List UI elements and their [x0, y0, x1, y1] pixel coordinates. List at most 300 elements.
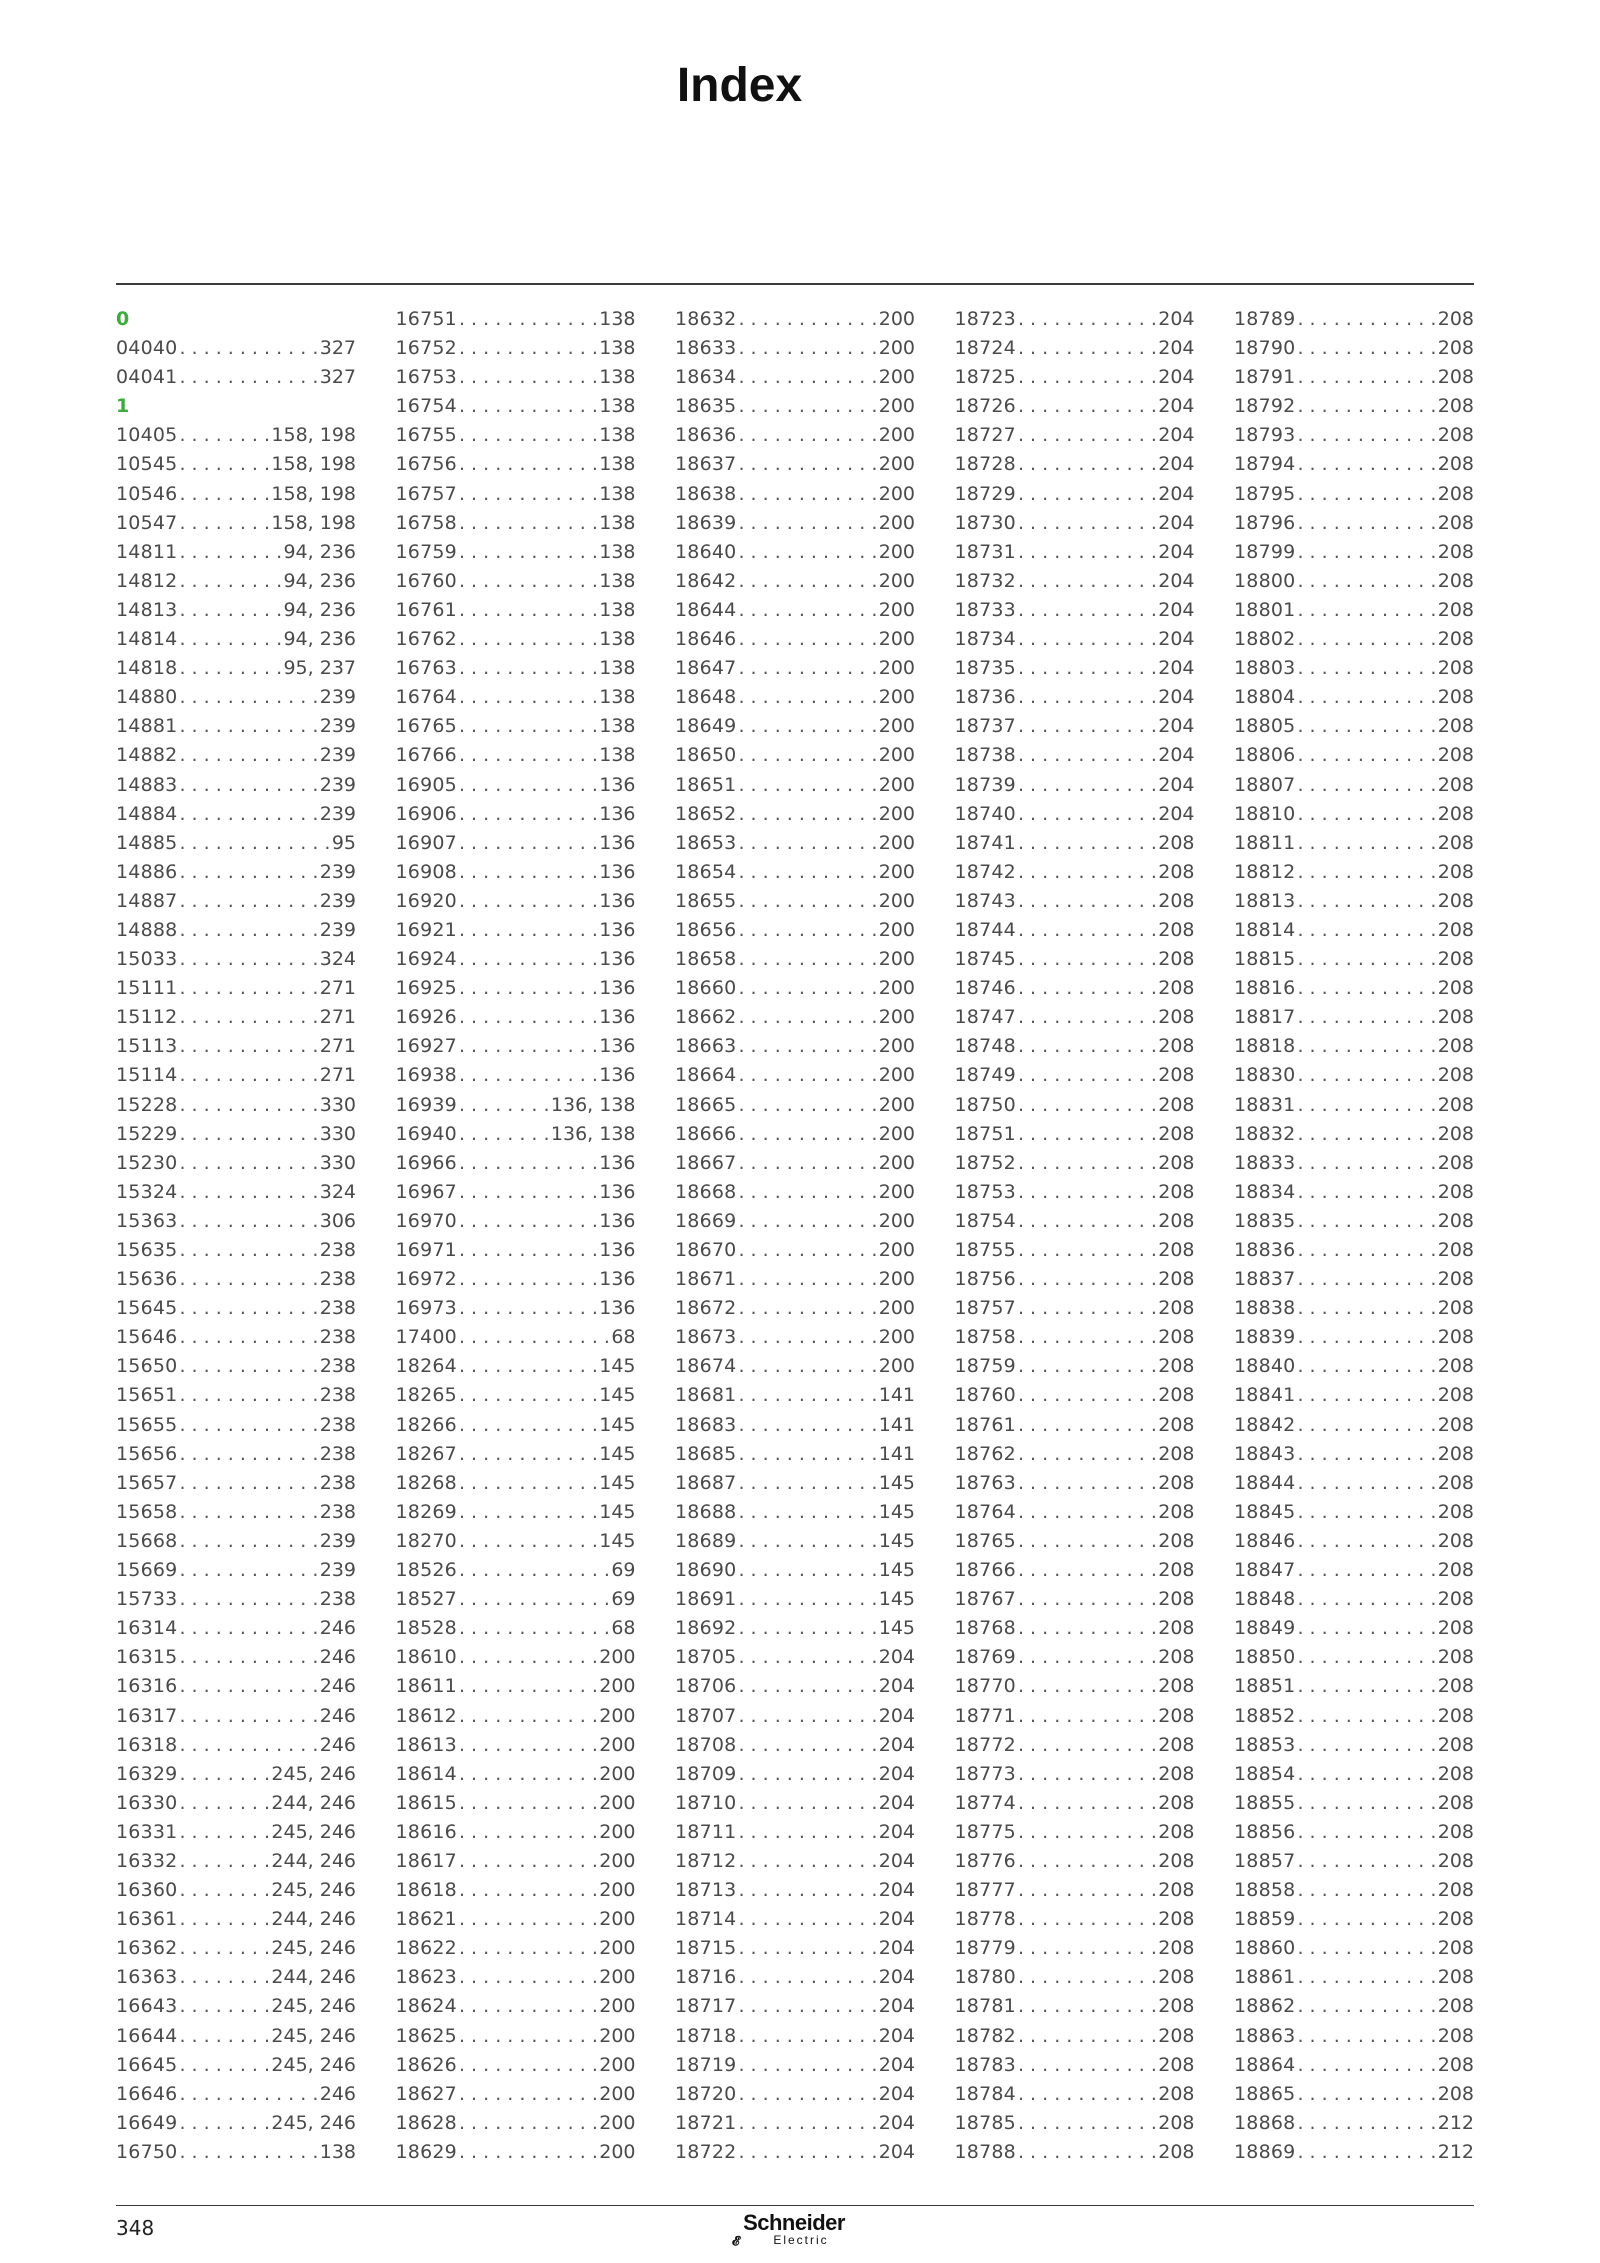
entry-pages: 204 — [878, 1733, 915, 1756]
entry-pages: 145 — [599, 1471, 636, 1494]
entry-pages: 200 — [599, 1704, 636, 1727]
entry-pages: 200 — [878, 1209, 915, 1232]
dot-leader — [1297, 1556, 1435, 1585]
entry-code: 16939 — [395, 1093, 457, 1116]
entry-pages: 245, 246 — [271, 1879, 356, 1902]
entry-code: 18617 — [395, 1849, 457, 1872]
index-entry — [1234, 1323, 1474, 1352]
entry-code: 18751 — [954, 1122, 1016, 1145]
dot-leader — [1018, 974, 1156, 1003]
dot-leader — [459, 887, 597, 916]
index-entry — [1234, 1411, 1474, 1440]
entry-pages: 200 — [878, 1268, 915, 1291]
index-entry — [396, 829, 636, 858]
entry-pages: 208 — [1158, 1093, 1195, 1116]
index-entry — [116, 1498, 356, 1527]
entry-pages: 208 — [1437, 802, 1474, 825]
dot-leader — [1297, 1120, 1435, 1149]
entry-code: 16966 — [395, 1151, 457, 1174]
dot-leader — [738, 1120, 876, 1149]
index-entry — [396, 1643, 636, 1672]
entry-code: 18767 — [954, 1588, 1016, 1611]
index-entry — [1234, 596, 1474, 625]
entry-pages: 208 — [1158, 1879, 1195, 1902]
entry-pages: 200 — [878, 715, 915, 738]
entry-pages: 200 — [599, 2140, 636, 2163]
entry-pages: 200 — [599, 1966, 636, 1989]
entry-pages: 208 — [1158, 831, 1195, 854]
entry-code: 16314 — [116, 1617, 178, 1640]
dot-leader — [179, 1469, 317, 1498]
entry-code: 16645 — [116, 2053, 178, 2076]
index-entry — [1234, 480, 1474, 509]
dot-leader — [179, 567, 281, 596]
entry-pages: 208 — [1437, 366, 1474, 389]
entry-code: 18869 — [1234, 2140, 1296, 2163]
index-entry — [955, 2138, 1195, 2167]
index-section-heading: 0 — [116, 308, 130, 330]
entry-code: 16908 — [395, 860, 457, 883]
logo-mark-icon: 𝓔 — [732, 2233, 740, 2248]
index-entry — [955, 480, 1195, 509]
dot-leader — [1297, 625, 1435, 654]
entry-pages: 208 — [1437, 744, 1474, 767]
entry-code: 18634 — [675, 366, 737, 389]
entry-code: 18860 — [1234, 1937, 1296, 1960]
index-entry — [955, 2080, 1195, 2109]
entry-pages: 238 — [319, 1268, 356, 1291]
index-entry — [675, 945, 915, 974]
index-entry — [396, 887, 636, 916]
dot-leader — [459, 1702, 597, 1731]
dot-leader — [179, 1323, 317, 1352]
index-entry — [396, 421, 636, 450]
entry-pages: 330 — [319, 1093, 356, 1116]
entry-code: 18654 — [675, 860, 737, 883]
entry-code: 16316 — [116, 1675, 178, 1698]
entry-pages: 200 — [878, 628, 915, 651]
dot-leader — [1297, 741, 1435, 770]
entry-pages: 200 — [878, 1151, 915, 1174]
entry-pages: 138 — [599, 453, 636, 476]
entry-code: 18642 — [675, 569, 737, 592]
entry-pages: 136 — [599, 889, 636, 912]
entry-code: 04041 — [116, 366, 178, 389]
entry-pages: 208 — [1437, 1820, 1474, 1843]
entry-pages: 208 — [1437, 773, 1474, 796]
entry-code: 18770 — [954, 1675, 1016, 1698]
index-grid — [116, 305, 1474, 2167]
dot-leader — [1297, 334, 1435, 363]
index-entry — [675, 392, 915, 421]
entry-code: 16754 — [395, 395, 457, 418]
index-entry — [1234, 334, 1474, 363]
entry-pages: 200 — [878, 511, 915, 534]
entry-pages: 145 — [878, 1588, 915, 1611]
entry-code: 18270 — [395, 1529, 457, 1552]
entry-pages: 208 — [1437, 395, 1474, 418]
dot-leader — [1297, 1440, 1435, 1469]
entry-code: 18612 — [395, 1704, 457, 1727]
index-entry — [396, 1789, 636, 1818]
index-entry — [396, 2138, 636, 2167]
dot-leader — [179, 858, 317, 887]
entry-code: 15363 — [116, 1209, 178, 1232]
dot-leader — [738, 2051, 876, 2080]
index-entry — [116, 2109, 356, 2138]
entry-pages: 138 — [599, 569, 636, 592]
dot-leader — [1297, 916, 1435, 945]
entry-code: 18685 — [675, 1442, 737, 1465]
index-entry — [116, 1905, 356, 1934]
index-entry — [116, 1352, 356, 1381]
entry-code: 18838 — [1234, 1297, 1296, 1320]
entry-pages: 204 — [1158, 395, 1195, 418]
dot-leader — [1297, 480, 1435, 509]
entry-code: 16363 — [116, 1966, 178, 1989]
index-entry — [396, 1905, 636, 1934]
entry-pages: 200 — [878, 540, 915, 563]
index-entry — [1234, 1731, 1474, 1760]
index-entry — [116, 1789, 356, 1818]
entry-pages: 208 — [1437, 1268, 1474, 1291]
entry-pages: 138 — [599, 482, 636, 505]
entry-code: 18830 — [1234, 1064, 1296, 1087]
entry-code: 18724 — [954, 337, 1016, 360]
entry-pages: 208 — [1437, 511, 1474, 534]
dot-leader — [738, 1672, 876, 1701]
entry-pages: 208 — [1158, 1966, 1195, 1989]
entry-pages: 208 — [1437, 1035, 1474, 1058]
dot-leader — [1297, 654, 1435, 683]
logo-sub — [732, 2233, 854, 2248]
dot-leader — [738, 2080, 876, 2109]
entry-pages: 94, 236 — [283, 598, 356, 621]
entry-code: 18610 — [395, 1646, 457, 1669]
entry-code: 18742 — [954, 860, 1016, 883]
entry-code: 18639 — [675, 511, 737, 534]
index-entry — [675, 1992, 915, 2021]
index-entry — [955, 1469, 1195, 1498]
index-entry — [396, 334, 636, 363]
entry-code: 18794 — [1234, 453, 1296, 476]
index-entry — [396, 392, 636, 421]
entry-code: 18801 — [1234, 598, 1296, 621]
index-entry — [396, 2051, 636, 2080]
dot-leader — [1297, 683, 1435, 712]
dot-leader — [459, 1120, 549, 1149]
index-entry — [396, 1469, 636, 1498]
dot-leader — [1297, 1352, 1435, 1381]
dot-leader — [1297, 1992, 1435, 2021]
entry-code: 18624 — [395, 1995, 457, 2018]
dot-leader — [179, 2022, 269, 2051]
dot-leader — [1297, 1905, 1435, 1934]
entry-code: 18799 — [1234, 540, 1296, 563]
entry-pages: 208 — [1158, 1675, 1195, 1698]
index-entry — [116, 1760, 356, 1789]
entry-code: 18859 — [1234, 1908, 1296, 1931]
entry-code: 18714 — [675, 1908, 737, 1931]
entry-code: 14886 — [116, 860, 178, 883]
entry-pages: 208 — [1437, 831, 1474, 854]
index-entry — [955, 1411, 1195, 1440]
entry-pages: 200 — [878, 889, 915, 912]
index-entry — [1234, 1963, 1474, 1992]
entry-pages: 145 — [599, 1442, 636, 1465]
entry-pages: 208 — [1437, 1791, 1474, 1814]
dot-leader — [1018, 1381, 1156, 1410]
entry-code: 16759 — [395, 540, 457, 563]
entry-pages: 208 — [1437, 1675, 1474, 1698]
entry-pages: 136 — [599, 773, 636, 796]
entry-code: 16920 — [395, 889, 457, 912]
entry-code: 18663 — [675, 1035, 737, 1058]
dot-leader — [1297, 2109, 1435, 2138]
entry-pages: 208 — [1437, 482, 1474, 505]
entry-pages: 138 — [599, 715, 636, 738]
index-entry — [116, 1178, 356, 1207]
entry-code: 18636 — [675, 424, 737, 447]
index-entry — [675, 1091, 915, 1120]
entry-pages: 200 — [878, 1239, 915, 1261]
index-entry — [116, 567, 356, 596]
entry-pages: 204 — [1158, 424, 1195, 447]
entry-pages: 208 — [1437, 1384, 1474, 1407]
dot-leader — [738, 945, 876, 974]
entry-pages: 136 — [599, 1239, 636, 1261]
entry-code: 18691 — [675, 1588, 737, 1611]
entry-pages: 208 — [1437, 1733, 1474, 1756]
entry-code: 14880 — [116, 686, 178, 709]
index-column — [396, 305, 636, 2167]
dot-leader — [179, 1265, 317, 1294]
entry-pages: 136 — [599, 1209, 636, 1232]
dot-leader — [459, 480, 597, 509]
index-entry — [955, 1352, 1195, 1381]
dot-leader — [738, 2109, 876, 2138]
dot-leader — [1018, 1847, 1156, 1876]
dot-leader — [1018, 2138, 1156, 2167]
entry-code: 15111 — [116, 977, 178, 1000]
entry-code: 18635 — [675, 395, 737, 418]
index-entry — [396, 1294, 636, 1323]
index-entry — [955, 1556, 1195, 1585]
entry-pages: 138 — [599, 744, 636, 767]
entry-code: 18774 — [954, 1791, 1016, 1814]
dot-leader — [1018, 741, 1156, 770]
entry-pages: 204 — [878, 1966, 915, 1989]
entry-pages: 327 — [319, 366, 356, 389]
index-entry — [396, 305, 636, 334]
index-entry — [955, 1905, 1195, 1934]
entry-code: 18666 — [675, 1122, 737, 1145]
entry-pages: 200 — [878, 1093, 915, 1116]
entry-code: 18851 — [1234, 1675, 1296, 1698]
index-entry — [1234, 741, 1474, 770]
index-entry — [955, 1323, 1195, 1352]
index-entry — [955, 1527, 1195, 1556]
index-entry — [955, 887, 1195, 916]
entry-code: 18831 — [1234, 1093, 1296, 1116]
index-entry — [675, 1905, 915, 1934]
entry-code: 18671 — [675, 1268, 737, 1291]
entry-pages: 208 — [1437, 1646, 1474, 1669]
index-entry — [1234, 1091, 1474, 1120]
entry-pages: 208 — [1158, 1064, 1195, 1087]
entry-pages: 141 — [878, 1413, 915, 1436]
entry-code: 18807 — [1234, 773, 1296, 796]
index-entry — [675, 2109, 915, 2138]
dot-leader — [1018, 392, 1156, 421]
entry-pages: 244, 246 — [271, 1966, 356, 1989]
entry-pages: 271 — [319, 1064, 356, 1087]
entry-pages: 200 — [599, 1646, 636, 1669]
entry-code: 18795 — [1234, 482, 1296, 505]
entry-pages: 95, 237 — [283, 657, 356, 680]
index-entry — [955, 2109, 1195, 2138]
entry-code: 18855 — [1234, 1791, 1296, 1814]
dot-leader — [1018, 1120, 1156, 1149]
dot-leader — [738, 1585, 876, 1614]
dot-leader — [1018, 1003, 1156, 1032]
index-entry — [116, 363, 356, 392]
entry-code: 15033 — [116, 948, 178, 971]
index-entry — [955, 1498, 1195, 1527]
index-entry — [396, 1731, 636, 1760]
entry-pages: 208 — [1158, 1500, 1195, 1523]
entry-code: 18856 — [1234, 1820, 1296, 1843]
index-entry — [675, 625, 915, 654]
index-entry — [116, 1527, 356, 1556]
index-column — [675, 305, 915, 2167]
index-entry — [675, 2138, 915, 2167]
dot-leader — [1018, 1905, 1156, 1934]
index-entry — [396, 1818, 636, 1847]
dot-leader — [738, 1934, 876, 1963]
dot-leader — [179, 1614, 317, 1643]
entry-code: 16649 — [116, 2111, 178, 2134]
dot-leader — [459, 1178, 597, 1207]
dot-leader — [1297, 1847, 1435, 1876]
index-entry — [1234, 1149, 1474, 1178]
entry-code: 18673 — [675, 1326, 737, 1349]
index-entry — [1234, 2080, 1474, 2109]
dot-leader — [738, 1061, 876, 1090]
dot-leader — [179, 1905, 269, 1934]
entry-code: 18841 — [1234, 1384, 1296, 1407]
entry-pages: 208 — [1437, 1151, 1474, 1174]
entry-pages: 204 — [878, 1646, 915, 1669]
index-entry — [955, 829, 1195, 858]
entry-pages: 208 — [1158, 2053, 1195, 2076]
entry-code: 18833 — [1234, 1151, 1296, 1174]
entry-pages: 138 — [599, 511, 636, 534]
dot-leader — [1297, 1469, 1435, 1498]
entry-code: 18868 — [1234, 2111, 1296, 2134]
index-entry — [116, 1265, 356, 1294]
dot-leader — [459, 2022, 597, 2051]
index-entry — [396, 363, 636, 392]
entry-code: 15646 — [116, 1326, 178, 1349]
index-entry — [955, 1934, 1195, 1963]
entry-code: 16925 — [395, 977, 457, 1000]
index-entry — [1234, 1061, 1474, 1090]
entry-code: 18858 — [1234, 1879, 1296, 1902]
index-entry — [675, 829, 915, 858]
entry-code: 16751 — [395, 308, 457, 330]
index-entry — [955, 2051, 1195, 2080]
entry-pages: 200 — [878, 831, 915, 854]
index-entry — [396, 1963, 636, 1992]
dot-leader — [738, 1556, 876, 1585]
index-entry — [675, 800, 915, 829]
index-entry — [116, 1323, 356, 1352]
index-entry — [1234, 1120, 1474, 1149]
entry-code: 18839 — [1234, 1326, 1296, 1349]
dot-leader — [1297, 829, 1435, 858]
dot-leader — [179, 1032, 317, 1061]
entry-pages: 208 — [1437, 1122, 1474, 1145]
entry-pages: 204 — [1158, 482, 1195, 505]
entry-pages: 200 — [878, 1064, 915, 1087]
dot-leader — [179, 1149, 317, 1178]
dot-leader — [738, 1323, 876, 1352]
entry-code: 18687 — [675, 1471, 737, 1494]
index-entry — [116, 1934, 356, 1963]
dot-leader — [1018, 1731, 1156, 1760]
dot-leader — [1297, 771, 1435, 800]
index-entry — [955, 1702, 1195, 1731]
index-entry — [116, 1411, 356, 1440]
index-entry — [116, 1818, 356, 1847]
entry-code: 18810 — [1234, 802, 1296, 825]
index-entry — [955, 1003, 1195, 1032]
entry-code: 18650 — [675, 744, 737, 767]
dot-leader — [179, 334, 317, 363]
index-entry — [675, 1847, 915, 1876]
dot-leader — [1297, 392, 1435, 421]
entry-code: 18746 — [954, 977, 1016, 1000]
entry-code: 15658 — [116, 1500, 178, 1523]
entry-pages: 208 — [1437, 569, 1474, 592]
dot-leader — [1018, 334, 1156, 363]
entry-pages: 208 — [1158, 2111, 1195, 2134]
entry-code: 18763 — [954, 1471, 1016, 1494]
entry-pages: 212 — [1437, 2140, 1474, 2163]
entry-code: 18723 — [954, 308, 1016, 330]
dot-leader — [1297, 2022, 1435, 2051]
entry-pages: 138 — [599, 424, 636, 447]
index-entry — [116, 480, 356, 509]
entry-code: 18762 — [954, 1442, 1016, 1465]
dot-leader — [459, 625, 597, 654]
entry-pages: 208 — [1437, 860, 1474, 883]
entry-code: 16906 — [395, 802, 457, 825]
entry-pages: 204 — [878, 2053, 915, 2076]
index-entry — [396, 1702, 636, 1731]
index-entry — [396, 596, 636, 625]
index-entry — [396, 1323, 636, 1352]
entry-code: 18779 — [954, 1937, 1016, 1960]
entry-code: 16329 — [116, 1762, 178, 1785]
entry-code: 15324 — [116, 1180, 178, 1203]
dot-leader — [738, 450, 876, 479]
logo-brand: Schneider — [743, 2210, 845, 2235]
dot-leader — [1018, 829, 1156, 858]
index-entry — [675, 2051, 915, 2080]
entry-pages: 208 — [1437, 1617, 1474, 1640]
